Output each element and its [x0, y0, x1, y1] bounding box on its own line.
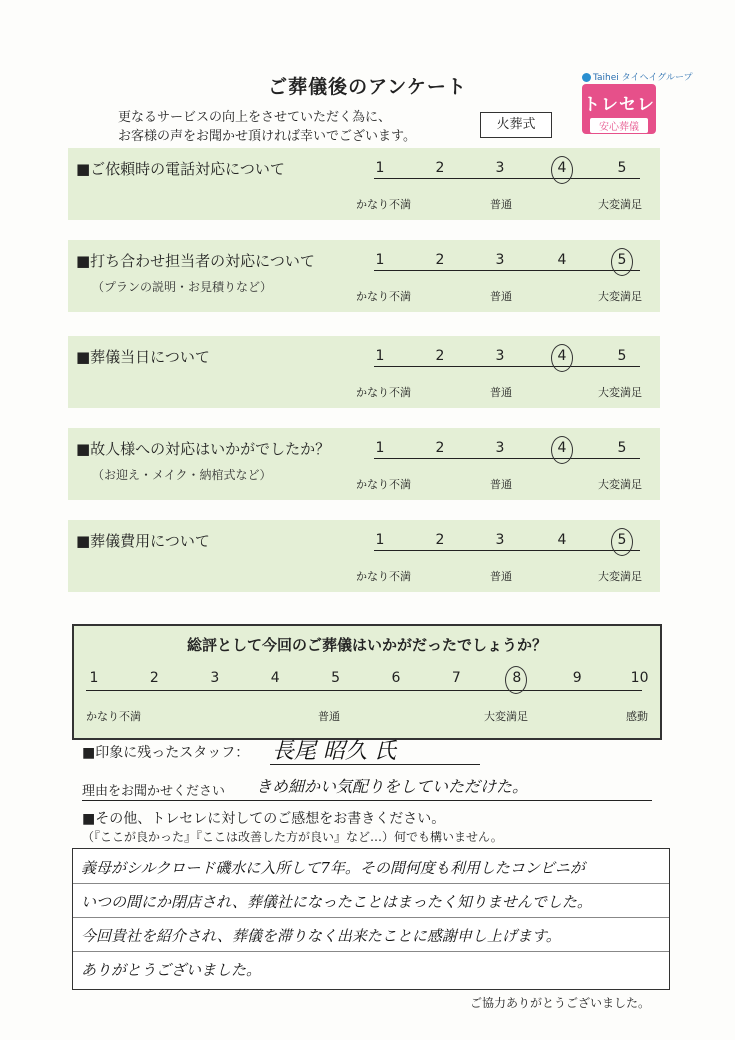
overall-label-low: かなり不満 [86, 710, 141, 723]
overall-option-4[interactable]: 4 [270, 670, 280, 686]
overall-title: 総評として今回のご葬儀はいかがだったでしょうか？ [186, 636, 547, 654]
rating-option-3[interactable]: 3 [495, 348, 505, 364]
comments-hint: （『ここが良かった』『ここは改善した方が良い』など…）何でも構いません。 [82, 830, 503, 844]
scale-label-low: かなり不満 [356, 478, 411, 491]
rating-line [374, 458, 640, 459]
overall-rating-box [72, 624, 662, 740]
staff-label: ■印象に残ったスタッフ： [82, 745, 250, 761]
rating-option-3[interactable]: 3 [495, 252, 505, 268]
intro-line-1: 更なるサービスの向上をさせていただく為に、 [118, 110, 392, 125]
scale-label-mid: 普通 [490, 478, 512, 491]
question-sub: （お迎え・メイク・納棺式など） [92, 468, 272, 482]
rating-option-5[interactable]: 5 [617, 160, 627, 176]
rating-option-5[interactable]: 5 [617, 532, 627, 548]
selected-circle [551, 156, 573, 184]
rating-option-4[interactable]: 4 [557, 252, 567, 268]
reason-label: 理由をお聞かせください [82, 784, 226, 799]
reason-underline [82, 800, 652, 801]
scale-label-mid: 普通 [490, 198, 512, 211]
rating-option-4[interactable]: 4 [557, 348, 567, 364]
scale-label-high: 大変満足 [598, 386, 642, 399]
scale-label-low: かなり不満 [356, 290, 411, 303]
selected-circle [551, 436, 573, 464]
intro-text [118, 108, 416, 146]
selected-circle [611, 528, 633, 556]
rating-option-2[interactable]: 2 [435, 348, 445, 364]
overall-option-2[interactable]: 2 [149, 670, 159, 686]
rating-option-4[interactable]: 4 [557, 160, 567, 176]
rating-line [374, 270, 640, 271]
overall-option-7[interactable]: 7 [451, 670, 461, 686]
brand-name: トレセレ [583, 95, 655, 115]
ruled-line [73, 951, 669, 952]
rating-option-4[interactable]: 4 [557, 440, 567, 456]
comment-line-3: 今回貴社を紹介され、葬儀を滞りなく出来たことに感謝申し上げます。 [81, 927, 561, 945]
rating-option-5[interactable]: 5 [617, 348, 627, 364]
taihei-logo-icon [582, 73, 591, 82]
overall-option-5[interactable]: 5 [331, 670, 341, 686]
overall-option-9[interactable]: 9 [572, 670, 582, 686]
comment-line-4: ありがとうございました。 [81, 961, 262, 979]
overall-label-high: 大変満足 [484, 710, 528, 723]
scale-label-high: 大変満足 [598, 478, 642, 491]
comment-line-2: いつの間にか閉店され、葬儀社になったことはまったく知りませんでした。 [81, 893, 592, 911]
brand-sub: 安心葬儀 [590, 118, 648, 133]
overall-label-top: 感動 [626, 710, 648, 723]
staff-name-underline [270, 764, 480, 765]
ruled-line [73, 883, 669, 884]
rating-option-5[interactable]: 5 [617, 440, 627, 456]
rating-option-3[interactable]: 3 [495, 160, 505, 176]
rating-option-1[interactable]: 1 [375, 252, 385, 268]
brand-group-text: Taihei タイヘイグループ [593, 73, 693, 83]
ruled-line [73, 917, 669, 918]
question-label: ■葬儀当日について [76, 348, 210, 366]
scale-label-mid: 普通 [490, 386, 512, 399]
rating-option-3[interactable]: 3 [495, 532, 505, 548]
comment-line-1: 義母がシルクロード磯水に入所して7年。その間何度も利用したコンビニが [81, 859, 585, 877]
overall-option-1[interactable]: 1 [89, 670, 99, 686]
rating-line [374, 550, 640, 551]
selected-circle [551, 344, 573, 372]
overall-selected-circle [505, 666, 527, 694]
thanks-text: ご協力ありがとうございました。 [470, 996, 651, 1010]
question-label: ■ご依頼時の電話対応について [76, 160, 285, 178]
scale-label-low: かなり不満 [356, 386, 411, 399]
brand-group [582, 70, 693, 83]
overall-rating-line [86, 690, 642, 691]
overall-label-mid: 普通 [318, 710, 340, 723]
staff-name-value[interactable]: 長尾 昭久 氏 [272, 739, 396, 764]
rating-option-2[interactable]: 2 [435, 160, 445, 176]
scale-label-low: かなり不満 [356, 198, 411, 211]
scale-label-low: かなり不満 [356, 570, 411, 583]
question-label: ■故人様への対応はいかがでしたか？ [76, 440, 331, 458]
rating-line [374, 178, 640, 179]
scale-label-mid: 普通 [490, 290, 512, 303]
scale-label-high: 大変満足 [598, 570, 642, 583]
scale-label-high: 大変満足 [598, 290, 642, 303]
brand-logo [582, 84, 656, 134]
rating-option-1[interactable]: 1 [375, 348, 385, 364]
comments-label: ■その他、トレセレに対してのご感想をお書きください。 [82, 811, 446, 827]
rating-option-2[interactable]: 2 [435, 532, 445, 548]
rating-option-1[interactable]: 1 [375, 532, 385, 548]
reason-value[interactable]: きめ細かい気配りをしていただけた。 [256, 777, 529, 796]
rating-option-2[interactable]: 2 [435, 252, 445, 268]
ceremony-type-box: 火葬式 [480, 112, 552, 138]
rating-option-2[interactable]: 2 [435, 440, 445, 456]
scale-label-mid: 普通 [490, 570, 512, 583]
overall-option-8[interactable]: 8 [512, 670, 522, 686]
comments-textarea[interactable] [72, 848, 670, 990]
overall-option-6[interactable]: 6 [391, 670, 401, 686]
overall-option-10[interactable]: 10 [630, 670, 649, 686]
rating-option-1[interactable]: 1 [375, 440, 385, 456]
page-title: ご葬儀後のアンケート [268, 76, 467, 98]
rating-line [374, 366, 640, 367]
scale-label-high: 大変満足 [598, 198, 642, 211]
rating-option-3[interactable]: 3 [495, 440, 505, 456]
overall-option-3[interactable]: 3 [210, 670, 220, 686]
intro-line-2: お客様の声をお聞かせ頂ければ幸いでございます。 [118, 129, 416, 144]
selected-circle [611, 248, 633, 276]
question-sub: （プランの説明・お見積りなど） [92, 280, 273, 294]
rating-option-5[interactable]: 5 [617, 252, 627, 268]
question-label: ■打ち合わせ担当者の対応について [76, 252, 315, 270]
rating-option-1[interactable]: 1 [375, 160, 385, 176]
question-label: ■葬儀費用について [76, 532, 210, 550]
rating-option-4[interactable]: 4 [557, 532, 567, 548]
